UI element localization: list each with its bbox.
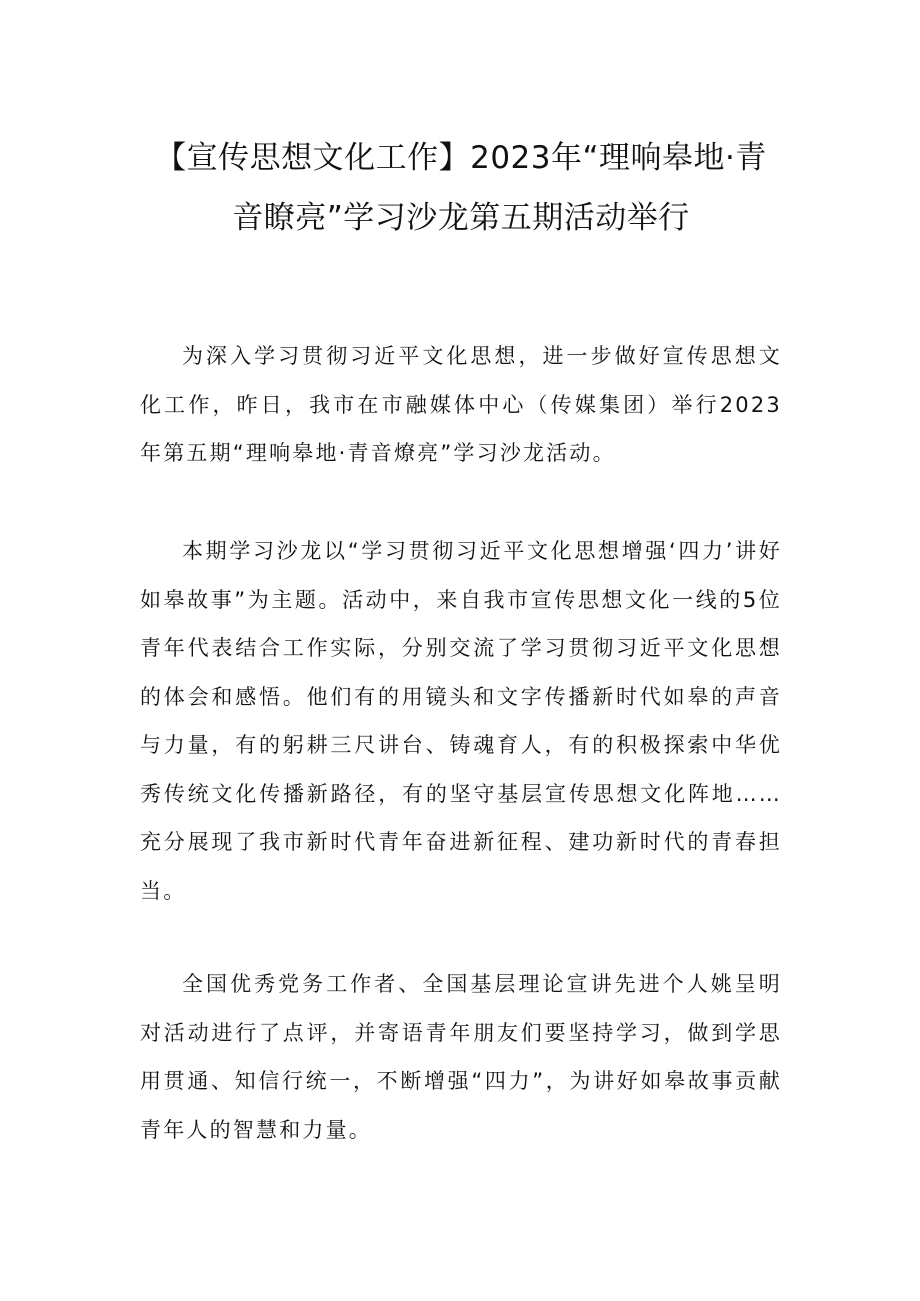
paragraph-2: 本期学习沙龙以“学习贯彻习近平文化思想增强‘四力’讲好如皋故事”为主题。活动中，来自我市宣传思想文化一线的5位青年代表结合工作实际，分别交流了学习贯彻习近平文化思想的体会和感悟。他们有的用镜头和文字传播新时代如皋的声音与力量，有的躬耕三尺讲台、铸魂育人，有的积极探索中华优秀传统文化传播新路径，有的坚守基层宣传思想文化阵地……充分展现了我市新时代青年奋进新征程、建功新时代的青春担当。 [140,539,782,903]
paragraph-1: 为深入学习贯彻习近平文化思想，进一步做好宣传思想文化工作，昨日，我市在市融媒体中心（传媒集团）举行2023年第五期“理响皋地·青音燎亮”学习沙龙活动。 [140,344,782,465]
document-title [140,128,782,248]
title-line-1: 【宣传思想文化工作】2023年“理响皋地·青 [155,140,767,176]
paragraph-3: 全国优秀党务工作者、全国基层理论宣讲先进个人姚呈明对活动进行了点评，并寄语青年朋友们要坚持学习，做到学思用贯通、知信行统一，不断增强“四力”，为讲好如皋故事贡献青年人的智慧和力量。 [140,972,782,1142]
title-line-2: 音瞭亮”学习沙龙第五期活动举行 [232,200,690,236]
